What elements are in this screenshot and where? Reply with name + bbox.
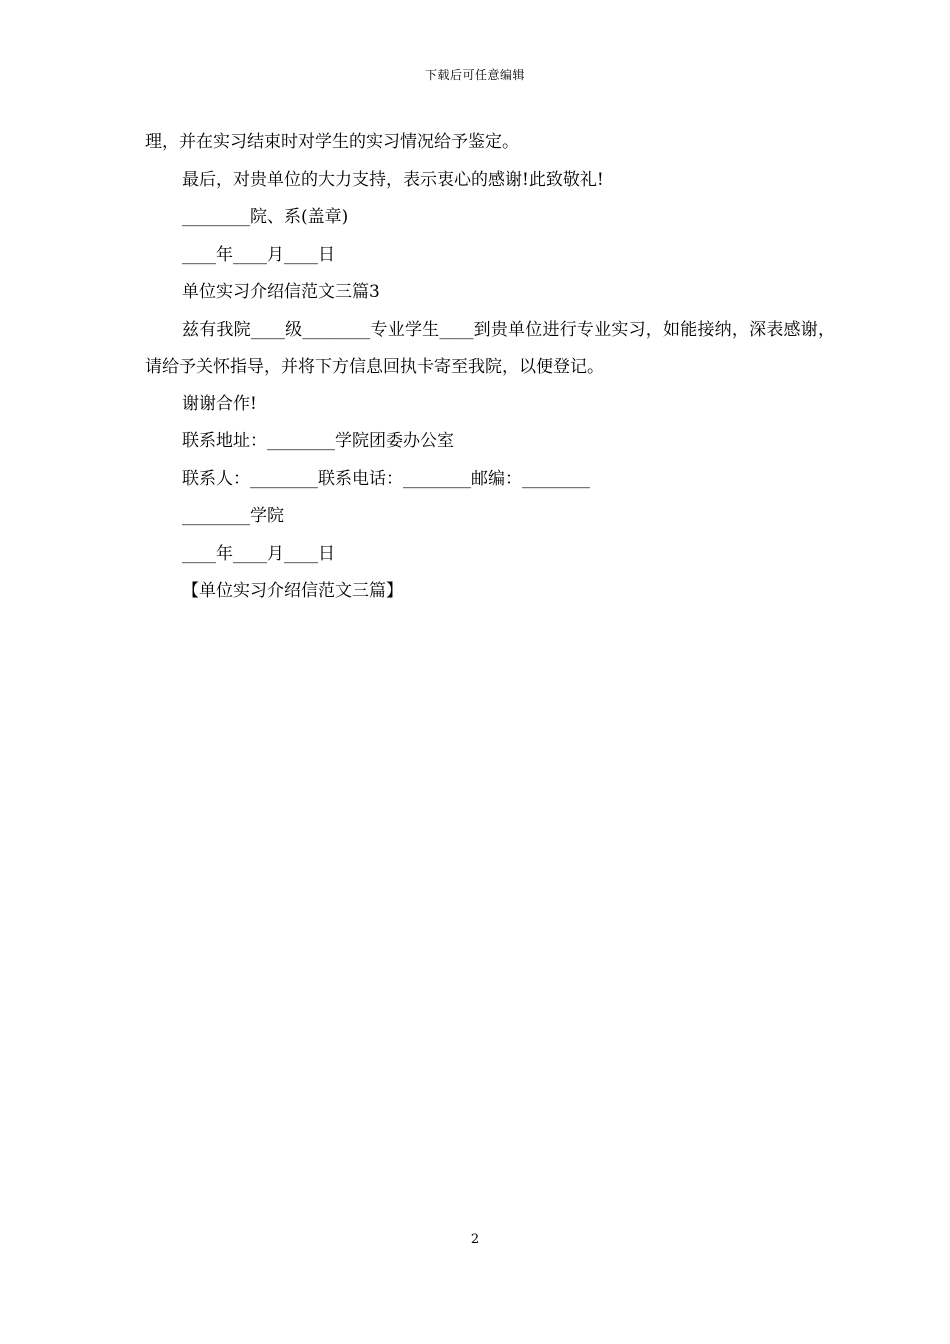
introduction-paragraph: 兹有我院____级________专业学生____到贵单位进行专业实习，如能接纳，深表感谢，请给予关怀指导，并将下方信息回执卡寄至我院，以便登记。	[145, 319, 835, 377]
page-number: 2	[470, 1232, 480, 1247]
thanks-line: 谢谢合作!	[182, 393, 257, 414]
paragraph-continuation: 理，并在实习结束时对学生的实习情况给予鉴定。	[145, 132, 519, 152]
closing-remarks: 最后，对贵单位的大力支持，表示衷心的感谢!此致敬礼!	[182, 169, 604, 190]
contact-address-line: 联系地址：________学院团委办公室	[182, 431, 454, 451]
contact-info-line: 联系人：________联系电话：________邮编：________	[182, 468, 590, 489]
page-header: 下载后可任意编辑	[424, 68, 525, 82]
date-line: ____年____月____日	[182, 244, 335, 265]
document-body	[145, 124, 835, 611]
document-title-bracketed: 【单位实习介绍信范文三篇】	[182, 581, 403, 601]
college-signature-line: ________学院	[182, 506, 284, 526]
section-title: 单位实习介绍信范文三篇3	[182, 282, 380, 302]
department-seal-line: ________院、系(盖章)	[182, 207, 349, 227]
date-line: ____年____月____日	[182, 543, 335, 564]
